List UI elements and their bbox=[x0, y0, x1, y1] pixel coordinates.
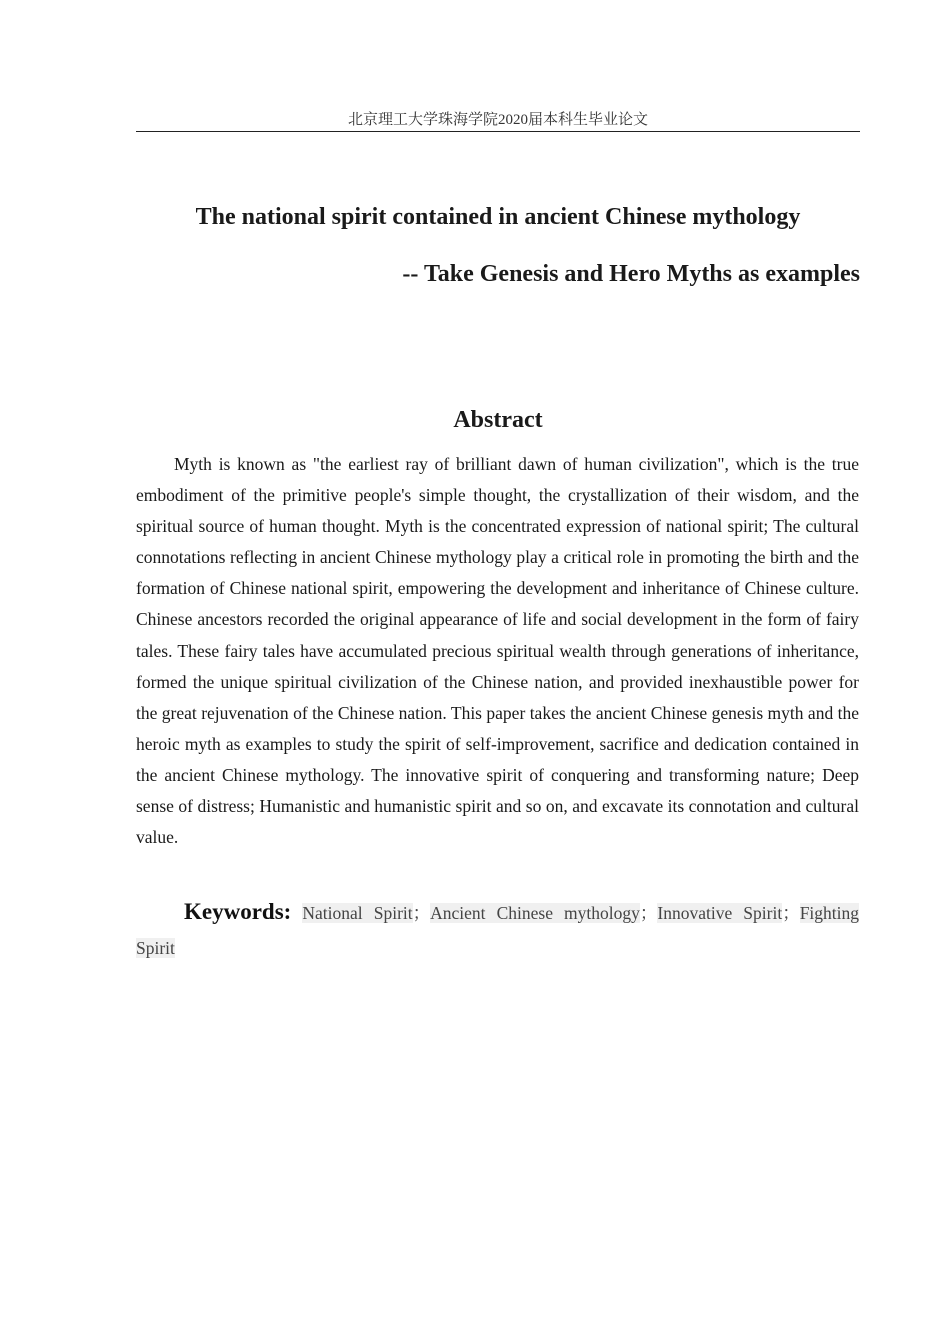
keyword-item: National Spirit bbox=[302, 903, 413, 923]
keyword-item: Innovative Spirit bbox=[657, 903, 783, 923]
thesis-title: The national spirit contained in ancient Chinese mythology bbox=[195, 204, 801, 230]
keyword-separator: ； bbox=[639, 903, 658, 923]
abstract-body: Myth is known as "the earliest ray of brilliant dawn of human civilization", which is the true embodiment of the primitive people's simple thought, the crystallization of their wisdom, and the spiritual source of human thought. Myth is the concentrated expression of national spirit; The cultural connotations reflecting in ancient Chinese mythology play a critical role in promoting the birth and the formation of Chinese national spirit, empowering the development and inheritance of Chinese culture. Chinese ancestors recorded the original appearance of life and social development in the form of fairy tales. These fairy tales have accumulated precious spiritual wealth through generations of inheritance, formed the unique spiritual civilization of the Chinese nation, and provided inexhaustible power for the great rejuvenation of the Chinese nation. This paper takes the ancient Chinese genesis myth and the heroic myth as examples to study the spirit of self-improvement, sacrifice and dedication contained in the ancient Chinese mythology. The innovative spirit of conquering and transforming nature; Deep sense of distress; Humanistic and humanistic spirit and so on, and excavate its connotation and cultural value. bbox=[136, 454, 859, 848]
keywords-label: Keywords: bbox=[184, 899, 292, 924]
keyword-item: Fighting Spirit bbox=[136, 903, 860, 958]
keyword-separator: ； bbox=[412, 903, 431, 923]
keywords-line bbox=[136, 894, 859, 966]
running-header: 北京理工大学珠海学院2020届本科生毕业论文 bbox=[347, 112, 648, 128]
header-rule bbox=[136, 131, 860, 132]
keyword-separator: ； bbox=[782, 903, 800, 923]
abstract-heading: Abstract bbox=[453, 407, 543, 433]
thesis-subtitle: -- Take Genesis and Hero Myths as examples bbox=[402, 261, 860, 287]
keyword-item: Ancient Chinese mythology bbox=[430, 903, 640, 923]
